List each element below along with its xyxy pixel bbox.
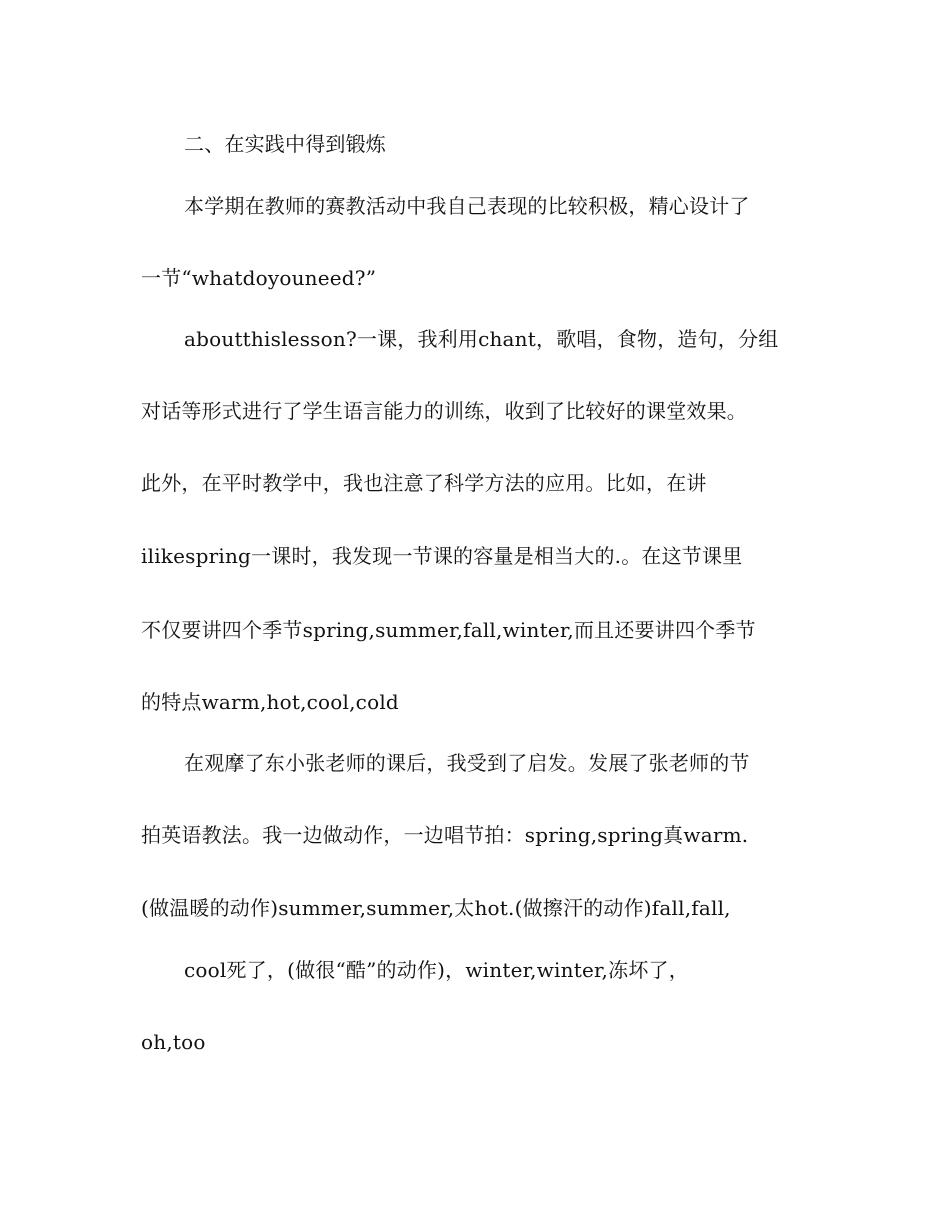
paragraph-line: 的特点warm,hot,cool,cold bbox=[141, 690, 399, 714]
paragraph-line: 此外，在平时教学中，我也注意了科学方法的应用。比如，在讲 bbox=[141, 471, 707, 495]
paragraph-line: ilikespring一课时，我发现一节课的容量是相当大的.。在这节课里 bbox=[141, 544, 743, 568]
paragraph-line: (做温暖的动作)summer,summer,太hot.(做擦汗的动作)fall,fall, bbox=[141, 896, 731, 920]
paragraph-line: 一节“whatdoyouneed?” bbox=[141, 266, 377, 290]
paragraph-line: 在观摩了东小张老师的课后，我受到了启发。发展了张老师的节 bbox=[184, 751, 750, 775]
section-heading: 二、在实践中得到锻炼 bbox=[184, 132, 386, 156]
paragraph-line: 本学期在教师的赛教活动中我自己表现的比较积极，精心设计了 bbox=[184, 194, 750, 218]
paragraph-line: 对话等形式进行了学生语言能力的训练，收到了比较好的课堂效果。 bbox=[141, 399, 747, 423]
paragraph-line: aboutthislesson?一课，我利用chant，歌唱，食物，造句，分组 bbox=[184, 327, 779, 351]
paragraph-line: cool死了，(做很“酷”的动作)，winter,winter,冻坏了， bbox=[184, 958, 689, 982]
paragraph-line: 拍英语教法。我一边做动作，一边唱节拍：spring,spring真warm. bbox=[141, 823, 749, 847]
paragraph-line: 不仅要讲四个季节spring,summer,fall,winter,而且还要讲四个季节 bbox=[141, 618, 756, 642]
paragraph-line: oh,too bbox=[141, 1030, 206, 1054]
